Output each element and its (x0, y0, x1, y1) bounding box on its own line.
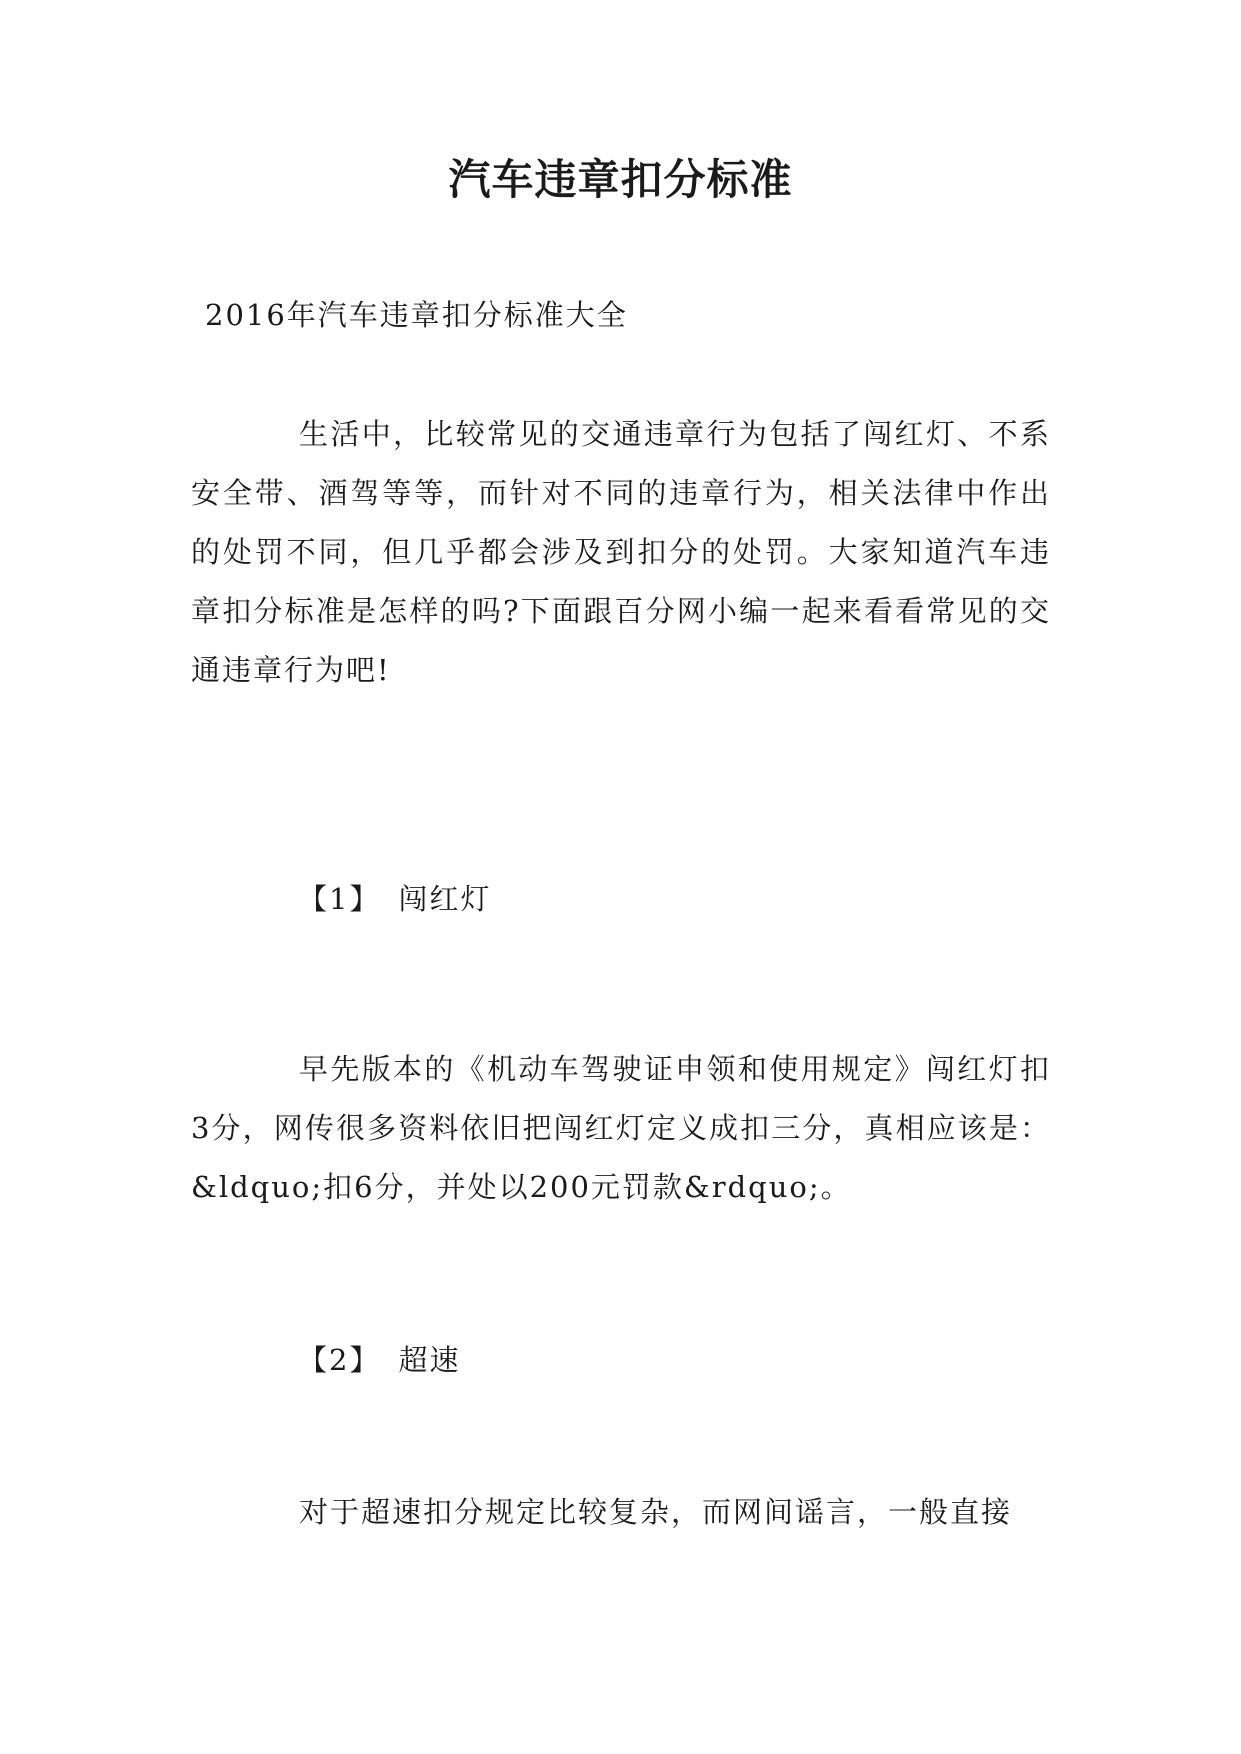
section-heading-2 (298, 1340, 460, 1380)
section-title-1: 闯红灯 (398, 882, 492, 916)
intro-paragraph: 生活中，比较常见的交通违章行为包括了闯红灯、不系安全带、酒驾等等，而针对不同的违章行为，相关法律中作出的处罚不同，但几乎都会涉及到扣分的处罚。大家知道汽车违章扣分标准是怎样的吗?下面跟百分网小编一起来看看常见的交通违章行为吧! (191, 417, 1051, 687)
section-heading-1 (298, 879, 491, 919)
section-title-2: 超速 (398, 1343, 461, 1377)
section-number-2: 【2】 (298, 1343, 381, 1377)
section-body-1: 早先版本的《机动车驾驶证申领和使用规定》闯红灯扣3分，网传很多资料依旧把闯红灯定义成扣三分，真相应该是：&ldquo;扣6分，并处以200元罚款&rdquo;。 (191, 1052, 1051, 1204)
section-body-2: 对于超速扣分规定比较复杂，而网间谣言，一般直接 (299, 1495, 1013, 1529)
document-title: 汽车违章扣分标准 (448, 155, 793, 204)
section-number-1: 【1】 (298, 882, 381, 916)
document-subtitle: 2016年汽车违章扣分标准大全 (205, 298, 628, 332)
